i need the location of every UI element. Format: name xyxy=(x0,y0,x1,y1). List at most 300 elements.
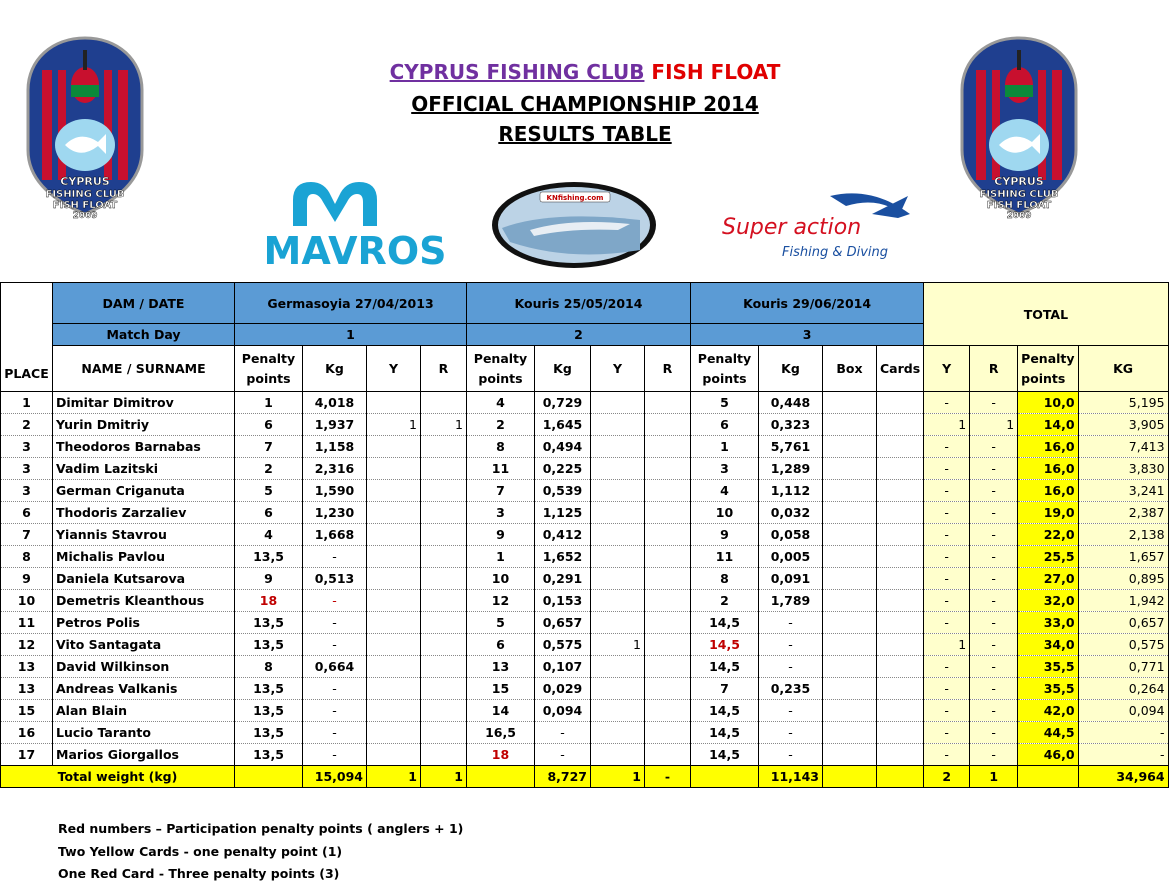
m3-box xyxy=(823,612,877,634)
m3-kg: - xyxy=(759,656,823,678)
total-y-sum: 2 xyxy=(924,766,970,788)
results-table xyxy=(0,282,1169,788)
m1-y xyxy=(367,502,421,524)
m2-r xyxy=(645,568,691,590)
m1-kg: - xyxy=(303,590,367,612)
total-kg: 2,138 xyxy=(1078,524,1168,546)
superaction-logo xyxy=(722,188,914,260)
club-text-right-4: 2009 xyxy=(1006,211,1032,220)
total-y: - xyxy=(924,590,970,612)
total-m1-penalty xyxy=(235,766,303,788)
m3-cards xyxy=(877,480,924,502)
title-club-name: CYPRUS FISHING CLUB xyxy=(389,60,645,84)
total-r: - xyxy=(970,700,1018,722)
table-row xyxy=(1,656,1169,678)
m2-penalty: 8 xyxy=(467,436,535,458)
m1-penalty: 5 xyxy=(235,480,303,502)
total-penalty: 14,0 xyxy=(1018,414,1078,436)
m2-y xyxy=(591,700,645,722)
notes xyxy=(58,818,463,886)
r-header-1: R xyxy=(421,346,467,392)
table-row xyxy=(1,590,1169,612)
club-text-right-3: FISH FLOAT xyxy=(986,200,1052,211)
total-kg: 1,657 xyxy=(1078,546,1168,568)
m2-r xyxy=(645,656,691,678)
m1-y xyxy=(367,722,421,744)
m1-kg: - xyxy=(303,722,367,744)
m2-y xyxy=(591,590,645,612)
m2-kg: - xyxy=(535,744,591,766)
m1-r xyxy=(421,722,467,744)
place-cell: 12 xyxy=(1,634,53,656)
total-y: - xyxy=(924,678,970,700)
dam-date-header: DAM / DATE xyxy=(53,283,235,324)
m1-penalty: 13,5 xyxy=(235,722,303,744)
y-header-total: Y xyxy=(924,346,970,392)
total-kg: 2,387 xyxy=(1078,502,1168,524)
m2-kg: 1,125 xyxy=(535,502,591,524)
table-row xyxy=(1,612,1169,634)
penalty-header-3-b: points xyxy=(702,370,747,386)
total-r: - xyxy=(970,656,1018,678)
m2-r xyxy=(645,700,691,722)
total-penalty: 10,0 xyxy=(1018,392,1078,414)
total-m3-box xyxy=(823,766,877,788)
place-cell: 7 xyxy=(1,524,53,546)
table-row xyxy=(1,744,1169,766)
m1-kg: 0,513 xyxy=(303,568,367,590)
match-day-header: Match Day xyxy=(53,324,235,346)
m2-r xyxy=(645,678,691,700)
club-text-left-4: 2009 xyxy=(72,211,98,220)
total-weight-label: Total weight (kg) xyxy=(1,766,235,788)
m2-r xyxy=(645,546,691,568)
m3-penalty: 3 xyxy=(691,458,759,480)
name-cell: Andreas Valkanis xyxy=(53,678,235,700)
name-cell: Lucio Taranto xyxy=(53,722,235,744)
total-r: - xyxy=(970,678,1018,700)
total-kg: 1,942 xyxy=(1078,590,1168,612)
total-m2-r: - xyxy=(645,766,691,788)
name-cell: Petros Polis xyxy=(53,612,235,634)
m1-penalty: 6 xyxy=(235,502,303,524)
match1-day: 1 xyxy=(235,324,467,346)
match2-venue: Kouris 25/05/2014 xyxy=(467,283,691,324)
m3-cards xyxy=(877,546,924,568)
m3-box xyxy=(823,436,877,458)
name-cell: Thodoris Zarzaliev xyxy=(53,502,235,524)
total-y: - xyxy=(924,700,970,722)
total-header: TOTAL xyxy=(924,283,1168,346)
m3-penalty: 14,5 xyxy=(691,656,759,678)
y-header-2: Y xyxy=(591,346,645,392)
m3-kg: 0,005 xyxy=(759,546,823,568)
penalty-header-1 xyxy=(235,346,303,392)
m2-r xyxy=(645,480,691,502)
m1-penalty: 13,5 xyxy=(235,678,303,700)
m1-y xyxy=(367,612,421,634)
m1-y xyxy=(367,458,421,480)
name-cell: David Wilkinson xyxy=(53,656,235,678)
name-cell: Michalis Pavlou xyxy=(53,546,235,568)
total-y: - xyxy=(924,722,970,744)
m1-penalty: 13,5 xyxy=(235,744,303,766)
m3-penalty: 6 xyxy=(691,414,759,436)
place-cell: 8 xyxy=(1,546,53,568)
club-logo-left xyxy=(20,30,150,220)
place-cell: 3 xyxy=(1,480,53,502)
total-penalty: 33,0 xyxy=(1018,612,1078,634)
total-penalty: 35,5 xyxy=(1018,656,1078,678)
total-r: - xyxy=(970,546,1018,568)
m3-kg: 0,058 xyxy=(759,524,823,546)
m2-r xyxy=(645,392,691,414)
name-cell: Yurin Dmitriy xyxy=(53,414,235,436)
m3-box xyxy=(823,678,877,700)
total-r: - xyxy=(970,722,1018,744)
m1-penalty: 7 xyxy=(235,436,303,458)
m3-penalty: 14,5 xyxy=(691,722,759,744)
total-m1-y: 1 xyxy=(367,766,421,788)
m2-y xyxy=(591,414,645,436)
total-r: - xyxy=(970,612,1018,634)
penalty-header-2-b: points xyxy=(478,370,523,386)
m2-y xyxy=(591,502,645,524)
m3-penalty: 9 xyxy=(691,524,759,546)
m1-y xyxy=(367,634,421,656)
name-cell: Yiannis Stavrou xyxy=(53,524,235,546)
total-y: - xyxy=(924,546,970,568)
m1-r: 1 xyxy=(421,414,467,436)
m2-penalty: 5 xyxy=(467,612,535,634)
m2-y xyxy=(591,568,645,590)
m3-kg: - xyxy=(759,744,823,766)
m3-cards xyxy=(877,436,924,458)
penalty-header-total-b: points xyxy=(1021,370,1066,386)
m3-kg: 1,289 xyxy=(759,458,823,480)
place-cell: 13 xyxy=(1,656,53,678)
m3-penalty: 5 xyxy=(691,392,759,414)
table-row xyxy=(1,568,1169,590)
m2-kg: 0,539 xyxy=(535,480,591,502)
total-kg: 0,771 xyxy=(1078,656,1168,678)
m2-y xyxy=(591,436,645,458)
name-cell: Vadim Lazitski xyxy=(53,458,235,480)
total-r: - xyxy=(970,524,1018,546)
m2-penalty: 9 xyxy=(467,524,535,546)
total-r: - xyxy=(970,392,1018,414)
penalty-header-2-a: Penalty xyxy=(473,350,528,366)
total-kg: 0,094 xyxy=(1078,700,1168,722)
superaction-subtext: Fishing & Diving xyxy=(782,245,889,260)
title-results: RESULTS TABLE xyxy=(498,122,672,146)
note-yellow-cards: Two Yellow Cards - one penalty point (1) xyxy=(58,843,343,859)
m3-penalty: 2 xyxy=(691,590,759,612)
m2-kg: 0,094 xyxy=(535,700,591,722)
total-y: 1 xyxy=(924,414,970,436)
place-cell: 16 xyxy=(1,722,53,744)
m1-penalty: 9 xyxy=(235,568,303,590)
m1-r xyxy=(421,568,467,590)
m2-y: 1 xyxy=(591,634,645,656)
m3-box xyxy=(823,590,877,612)
total-r: - xyxy=(970,480,1018,502)
cards-header: Cards xyxy=(877,346,924,392)
match3-venue: Kouris 29/06/2014 xyxy=(691,283,924,324)
match3-day: 3 xyxy=(691,324,924,346)
m2-kg: 1,652 xyxy=(535,546,591,568)
m3-penalty: 14,5 xyxy=(691,700,759,722)
superaction-text: Super action xyxy=(722,215,862,240)
m2-kg: 0,657 xyxy=(535,612,591,634)
m1-penalty: 6 xyxy=(235,414,303,436)
m2-kg: - xyxy=(535,722,591,744)
m3-box xyxy=(823,656,877,678)
club-text-left-2: FISHING CLUB xyxy=(45,189,125,200)
m1-penalty: 2 xyxy=(235,458,303,480)
box-header: Box xyxy=(823,346,877,392)
total-y: - xyxy=(924,436,970,458)
kg-header-2: Kg xyxy=(535,346,591,392)
m3-cards xyxy=(877,656,924,678)
m1-r xyxy=(421,436,467,458)
m1-kg: - xyxy=(303,612,367,634)
m1-kg: 2,316 xyxy=(303,458,367,480)
m2-y xyxy=(591,480,645,502)
total-m2-penalty xyxy=(467,766,535,788)
place-cell: 3 xyxy=(1,458,53,480)
m2-penalty: 4 xyxy=(467,392,535,414)
name-cell: Dimitar Dimitrov xyxy=(53,392,235,414)
total-penalty: 16,0 xyxy=(1018,436,1078,458)
total-penalty: 16,0 xyxy=(1018,458,1078,480)
m1-r xyxy=(421,546,467,568)
m3-penalty: 4 xyxy=(691,480,759,502)
total-m3-penalty xyxy=(691,766,759,788)
m1-kg: 0,664 xyxy=(303,656,367,678)
place-header: PLACE xyxy=(1,283,53,392)
m2-kg: 0,029 xyxy=(535,678,591,700)
m1-penalty: 18 xyxy=(235,590,303,612)
total-m1-kg: 15,094 xyxy=(303,766,367,788)
m1-r xyxy=(421,678,467,700)
m3-penalty: 8 xyxy=(691,568,759,590)
m3-kg: - xyxy=(759,722,823,744)
m2-y xyxy=(591,656,645,678)
m2-y xyxy=(591,678,645,700)
total-penalty: 35,5 xyxy=(1018,678,1078,700)
total-kg: 0,657 xyxy=(1078,612,1168,634)
penalty-header-3 xyxy=(691,346,759,392)
m3-box xyxy=(823,458,877,480)
m3-box xyxy=(823,414,877,436)
table-row xyxy=(1,436,1169,458)
m3-box xyxy=(823,722,877,744)
total-penalty: 32,0 xyxy=(1018,590,1078,612)
r-header-2: R xyxy=(645,346,691,392)
m1-penalty: 13,5 xyxy=(235,546,303,568)
y-header-1: Y xyxy=(367,346,421,392)
m2-penalty: 1 xyxy=(467,546,535,568)
m1-y xyxy=(367,678,421,700)
total-r: - xyxy=(970,458,1018,480)
m3-box xyxy=(823,480,877,502)
place-cell: 1 xyxy=(1,392,53,414)
m1-penalty: 1 xyxy=(235,392,303,414)
m1-kg: - xyxy=(303,678,367,700)
m2-kg: 0,107 xyxy=(535,656,591,678)
m1-kg: - xyxy=(303,546,367,568)
m1-y xyxy=(367,744,421,766)
kg-header-1: Kg xyxy=(303,346,367,392)
total-m2-y: 1 xyxy=(591,766,645,788)
note-red-card: One Red Card - Three penalty points (3) xyxy=(58,866,340,881)
m1-penalty: 4 xyxy=(235,524,303,546)
m2-r xyxy=(645,590,691,612)
m2-penalty: 3 xyxy=(467,502,535,524)
total-kg: 0,264 xyxy=(1078,678,1168,700)
total-y: - xyxy=(924,480,970,502)
name-header: NAME / SURNAME xyxy=(53,346,235,392)
m1-kg: 1,937 xyxy=(303,414,367,436)
m3-penalty: 14,5 xyxy=(691,744,759,766)
total-penalty: 22,0 xyxy=(1018,524,1078,546)
m1-kg: 4,018 xyxy=(303,392,367,414)
m2-penalty: 18 xyxy=(467,744,535,766)
m2-y xyxy=(591,392,645,414)
m3-penalty: 7 xyxy=(691,678,759,700)
m2-penalty: 7 xyxy=(467,480,535,502)
m1-penalty: 13,5 xyxy=(235,612,303,634)
total-penalty: 34,0 xyxy=(1018,634,1078,656)
m2-r xyxy=(645,634,691,656)
r-header-total: R xyxy=(970,346,1018,392)
table-row xyxy=(1,524,1169,546)
m3-box xyxy=(823,744,877,766)
club-text-left-1: CYPRUS xyxy=(60,175,110,188)
total-r: - xyxy=(970,634,1018,656)
place-cell: 3 xyxy=(1,436,53,458)
m1-penalty: 13,5 xyxy=(235,700,303,722)
total-r: - xyxy=(970,436,1018,458)
total-penalty-sum xyxy=(1018,766,1078,788)
total-kg: 0,575 xyxy=(1078,634,1168,656)
title-club-fishfloat: FISH FLOAT xyxy=(651,60,781,84)
m2-r xyxy=(645,414,691,436)
m1-r xyxy=(421,590,467,612)
m1-y xyxy=(367,568,421,590)
m2-kg: 1,645 xyxy=(535,414,591,436)
m2-penalty: 11 xyxy=(467,458,535,480)
m1-y xyxy=(367,480,421,502)
m2-penalty: 14 xyxy=(467,700,535,722)
table-row xyxy=(1,678,1169,700)
m1-r xyxy=(421,480,467,502)
total-y: 1 xyxy=(924,634,970,656)
total-penalty: 19,0 xyxy=(1018,502,1078,524)
m3-cards xyxy=(877,568,924,590)
kg-header-3: Kg xyxy=(759,346,823,392)
m1-kg: 1,668 xyxy=(303,524,367,546)
m1-kg: - xyxy=(303,700,367,722)
m2-kg: 0,291 xyxy=(535,568,591,590)
m2-kg: 0,575 xyxy=(535,634,591,656)
m3-cards xyxy=(877,392,924,414)
m3-penalty: 1 xyxy=(691,436,759,458)
m3-cards xyxy=(877,502,924,524)
table-row xyxy=(1,414,1169,436)
m2-r xyxy=(645,458,691,480)
m1-r xyxy=(421,612,467,634)
place-cell: 17 xyxy=(1,744,53,766)
m2-r xyxy=(645,502,691,524)
m3-cards xyxy=(877,458,924,480)
m1-y: 1 xyxy=(367,414,421,436)
total-r: - xyxy=(970,590,1018,612)
m1-kg: - xyxy=(303,634,367,656)
table-row xyxy=(1,546,1169,568)
total-kg: 7,413 xyxy=(1078,436,1168,458)
place-cell: 15 xyxy=(1,700,53,722)
m3-box xyxy=(823,634,877,656)
m3-kg: 0,091 xyxy=(759,568,823,590)
m3-kg: 5,761 xyxy=(759,436,823,458)
name-cell: Vito Santagata xyxy=(53,634,235,656)
mavros-text: MAVROS xyxy=(263,229,447,270)
club-logo-right xyxy=(954,30,1084,220)
m3-box xyxy=(823,392,877,414)
m1-r xyxy=(421,392,467,414)
total-y: - xyxy=(924,568,970,590)
penalty-header-1-b: points xyxy=(246,370,291,386)
m3-cards xyxy=(877,524,924,546)
total-penalty: 27,0 xyxy=(1018,568,1078,590)
club-text-left-3: FISH FLOAT xyxy=(52,200,118,211)
table-row xyxy=(1,722,1169,744)
penalty-header-total-a: Penalty xyxy=(1021,350,1075,366)
m1-r xyxy=(421,502,467,524)
total-weight-row xyxy=(1,766,1169,788)
m2-kg: 0,153 xyxy=(535,590,591,612)
total-penalty: 46,0 xyxy=(1018,744,1078,766)
m1-kg: 1,590 xyxy=(303,480,367,502)
m3-cards xyxy=(877,634,924,656)
total-y: - xyxy=(924,612,970,634)
m1-kg: 1,158 xyxy=(303,436,367,458)
total-r: - xyxy=(970,568,1018,590)
m2-kg: 0,494 xyxy=(535,436,591,458)
m3-box xyxy=(823,524,877,546)
total-m2-kg: 8,727 xyxy=(535,766,591,788)
total-penalty: 44,5 xyxy=(1018,722,1078,744)
match2-day: 2 xyxy=(467,324,691,346)
total-m3-cards xyxy=(877,766,924,788)
m2-y xyxy=(591,744,645,766)
club-text-right-1: CYPRUS xyxy=(994,175,1044,188)
m3-cards xyxy=(877,590,924,612)
club-text-right-2: FISHING CLUB xyxy=(979,189,1059,200)
kg-header-total: KG xyxy=(1078,346,1168,392)
place-cell: 13 xyxy=(1,678,53,700)
total-r: - xyxy=(970,502,1018,524)
total-penalty: 25,5 xyxy=(1018,546,1078,568)
table-row xyxy=(1,700,1169,722)
m3-cards xyxy=(877,722,924,744)
m3-kg: 0,448 xyxy=(759,392,823,414)
m2-r xyxy=(645,722,691,744)
m1-y xyxy=(367,524,421,546)
m3-cards xyxy=(877,700,924,722)
